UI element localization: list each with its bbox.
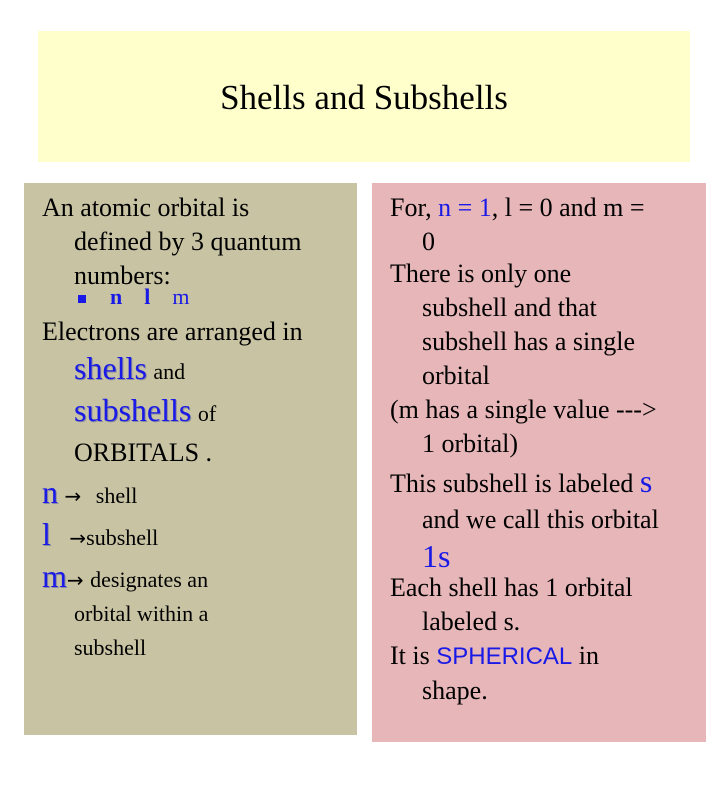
for-text: For, xyxy=(390,193,432,222)
right-arrow-icon: → xyxy=(69,526,87,550)
only-line-2: subshell and that xyxy=(422,293,597,322)
arrangement-line-2 xyxy=(42,349,303,391)
each-line-1: Each shell has 1 orbital xyxy=(390,573,633,602)
l-m-values: , l = 0 and m = xyxy=(491,193,645,222)
m-text-3: subshell xyxy=(74,635,147,660)
m-value: 0 xyxy=(422,227,435,256)
l-text: subshell xyxy=(86,525,159,550)
bullet-icon xyxy=(78,295,86,303)
label-line-2: and we call this orbital xyxy=(422,505,659,534)
orbital-1s: 1s xyxy=(422,538,451,574)
arrangement-line-1: Electrons are arranged in xyxy=(42,317,303,346)
intro-line-3: numbers: xyxy=(74,261,171,290)
of-word: of xyxy=(197,401,217,426)
right-arrow-icon: → xyxy=(64,484,82,508)
quantum-numbers-bullet xyxy=(78,282,190,312)
l-label: l xyxy=(42,516,51,552)
slide-title: Shells and Subshells xyxy=(220,78,508,117)
n-equals-1: n = 1 xyxy=(438,193,492,222)
only-line-3: subshell has a single xyxy=(422,327,636,356)
m-text-2: orbital within a xyxy=(74,601,209,626)
labeled-paragraph xyxy=(390,463,659,574)
mhas-line-2: 1 orbital) xyxy=(422,429,519,458)
each-line-2: labeled s. xyxy=(422,607,521,636)
and-word: and xyxy=(153,359,186,384)
arrangement-paragraph xyxy=(42,315,303,473)
only-line-1: There is only one xyxy=(390,259,572,288)
right-panel xyxy=(372,183,706,742)
n-definition xyxy=(42,475,137,513)
label-text: This subshell is labeled xyxy=(390,469,634,498)
m-label: m xyxy=(42,558,67,594)
spherical-word: SPHERICAL xyxy=(436,643,573,670)
orbitals-word: ORBITALS . xyxy=(74,438,213,467)
only-one-paragraph xyxy=(390,257,635,393)
spherical-paragraph xyxy=(390,639,599,708)
for-paragraph xyxy=(390,191,645,259)
n-text: shell xyxy=(95,483,138,508)
intro-line-2: defined by 3 quantum xyxy=(74,227,302,256)
intro-paragraph xyxy=(42,191,301,293)
shape-word: shape. xyxy=(422,676,488,705)
l-definition xyxy=(42,517,158,555)
in-word: in xyxy=(578,641,600,670)
qn-n: n xyxy=(110,284,123,309)
each-shell-paragraph xyxy=(390,571,633,639)
s-label: s xyxy=(639,463,653,499)
shells-word: shells xyxy=(74,350,147,386)
title-box xyxy=(38,31,690,162)
m-single-paragraph xyxy=(390,393,657,461)
left-panel xyxy=(24,183,357,735)
m-definition xyxy=(42,559,208,665)
right-arrow-icon: → xyxy=(66,568,84,592)
qn-l: l xyxy=(144,284,151,309)
arrangement-line-3 xyxy=(42,391,303,433)
qn-m: m xyxy=(172,284,190,309)
it-is-text: It is xyxy=(390,641,430,670)
intro-line-1: An atomic orbital is xyxy=(42,193,250,222)
mhas-line-1: (m has a single value ---> xyxy=(390,395,657,424)
subshells-word: subshells xyxy=(74,392,192,428)
n-label: n xyxy=(42,474,58,510)
m-text-1: designates an xyxy=(90,567,209,592)
only-line-4: orbital xyxy=(422,361,490,390)
